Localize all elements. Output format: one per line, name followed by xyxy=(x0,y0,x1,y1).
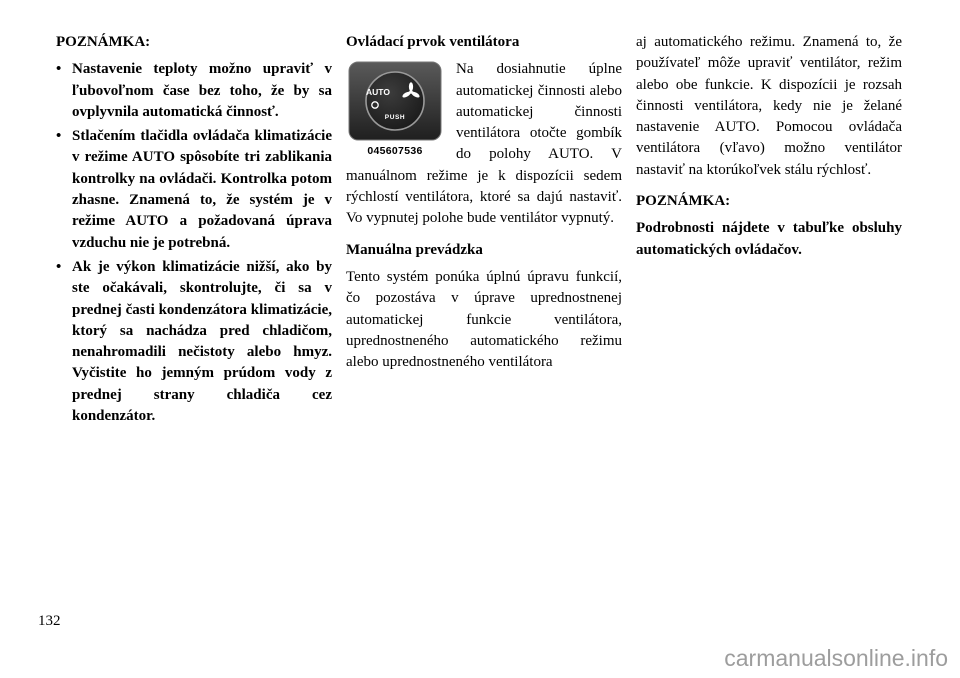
page-number: 132 xyxy=(38,613,61,629)
knob-auto-label: AUTO xyxy=(366,87,390,98)
knob-push-label: PUSH xyxy=(384,114,406,122)
paragraph: Na dosiahnutie úplne automatickej činnosti alebo automatickej činnosti ventilátora otočte gombík do polohy AUTO. V manuálnom režime je k dispozícii sedem rýchlostí ventilátora, ktoré sa dajú nastaviť. Vo vypnutej polohe bude ventilátor vypnutý. xyxy=(346,61,622,227)
note-heading: POZNÁMKA: xyxy=(636,193,731,210)
rotary-knob xyxy=(366,72,424,130)
right-column xyxy=(636,32,902,430)
bullet-icon: • xyxy=(56,128,62,145)
list-item xyxy=(56,126,332,254)
list-item xyxy=(56,257,332,427)
fan-control-knob-image xyxy=(348,61,442,141)
list-item-text: Ak je výkon klimatizácie nižší, ako by ste očakávali, skontrolujte, či sa v prednej časti kondenzátora klimatizácie, ktorý sa nachádza pred chladičom, nenahromadili nečistoty alebo hmyz. Vyčistite ho jemným prúdom vody z prednej strany chladiča cez kondenzátor. xyxy=(72,258,332,425)
list-item-text: Nastavenie teploty možno upraviť v ľubovoľnom čase bez toho, že by sa ovplyvnila automatická činnosť. xyxy=(72,61,332,120)
bullet-icon: • xyxy=(56,61,62,78)
left-column xyxy=(56,32,332,430)
fan-control-figure xyxy=(346,61,444,159)
section-heading: Ovládací prvok ventilátora xyxy=(346,34,520,50)
bullet-icon: • xyxy=(56,258,62,275)
paragraph: Tento systém ponúka úplnú úpravu funkcií, čo pozostáva v úprave uprednostnenej automatickej funkcie ventilátora, uprednostneného automatického režimu alebo uprednostneného ventilátora xyxy=(346,268,622,371)
content-columns xyxy=(56,32,902,430)
subsection-heading: Manuálna prevádzka xyxy=(346,241,483,258)
list-item xyxy=(56,59,332,123)
paragraph: aj automatického režimu. Znamená to, že používateľ môže upraviť ventilátor, režim alebo obe funkcie. K dispozícii je rozsah činnosti ventilátora, kedy nie je želané nastavenie AUTO. Pomocou ovládača ventilátora (vľavo) možno ventilátor nastaviť na ktorúkoľvek stálu rýchlosť. xyxy=(636,34,902,178)
watermark: carmanualsonline.info xyxy=(724,645,948,671)
paragraph: Podrobnosti nájdete v tabuľke obsluhy automatických ovládačov. xyxy=(636,220,902,258)
list-item-text: Stlačením tlačidla ovládača klimatizácie v režime AUTO spôsobíte tri zablikania kontrolky na ovládači. Kontrolka potom zhasne. Znamená to, že systém je v režime AUTO a požadovaná úprava vzduchu nie je potrebná. xyxy=(72,128,332,251)
figure-caption: 045607536 xyxy=(367,145,423,158)
note-heading: POZNÁMKA: xyxy=(56,34,151,50)
middle-column xyxy=(346,32,622,430)
